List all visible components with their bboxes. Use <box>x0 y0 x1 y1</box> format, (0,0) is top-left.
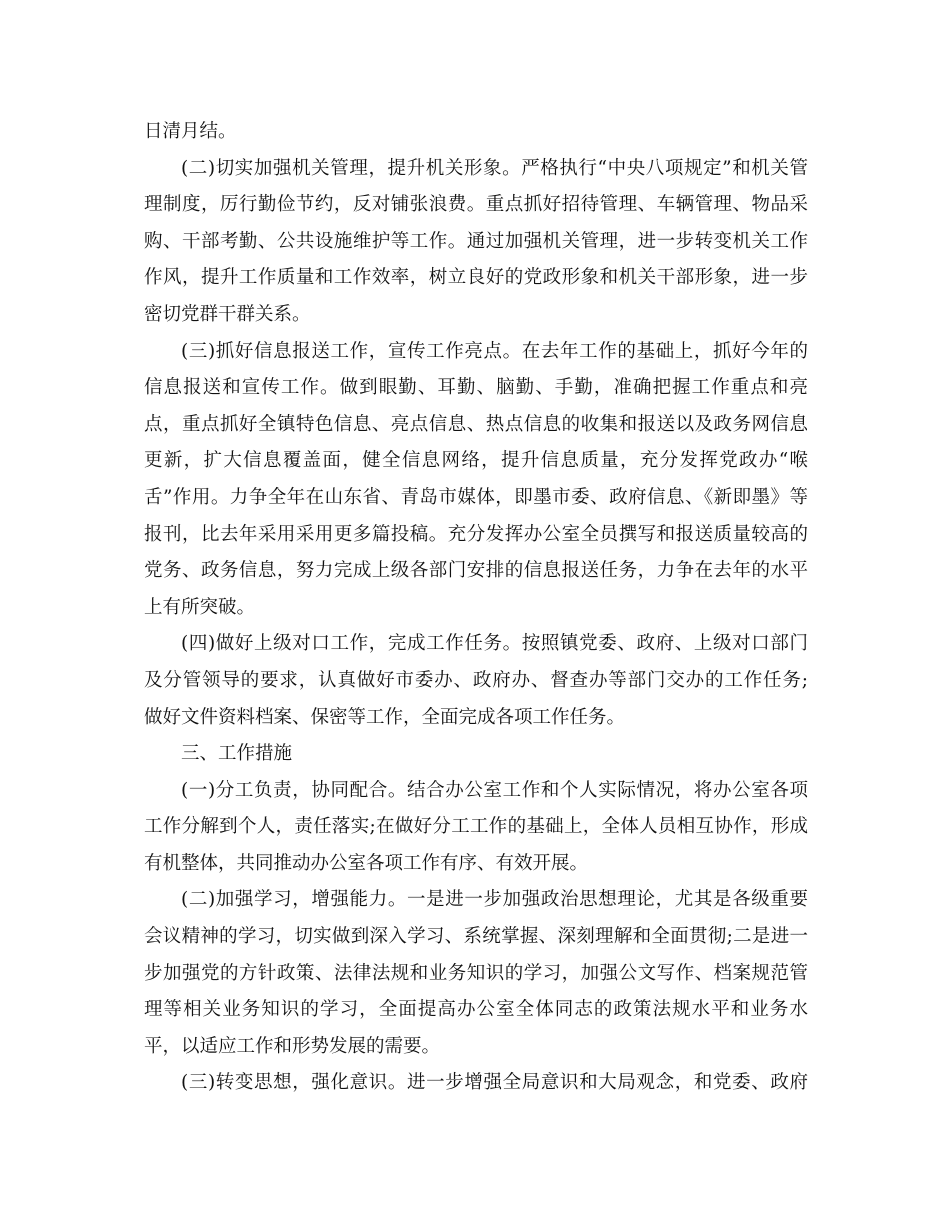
text-line: 点，重点抓好全镇特色信息、亮点信息、热点信息的收集和报送以及政务网信息 <box>144 413 808 435</box>
text-line: 舌”作用。力争全年在山东省、青岛市媒体，即墨市委、政府信息、《新即墨》等 <box>144 486 808 508</box>
text-line: 购、干部考勤、公共设施维护等工作。通过加强机关管理，进一步转变机关工作 <box>144 230 808 252</box>
text-line: 有机整体，共同推动办公室各项工作有序、有效开展。 <box>144 852 589 874</box>
text-line: 步加强党的方针政策、法律法规和业务知识的学习，加强公文写作、档案规范管 <box>144 962 808 984</box>
text-line: (三)转变思想，强化意识。进一步增强全局意识和大局观念，和党委、政府 <box>181 1072 808 1094</box>
text-line: 报刊，比去年采用采用更多篇投稿。充分发挥办公室全员撰写和报送质量较高的 <box>144 523 808 545</box>
text-line: 会议精神的学习，切实做到深入学习、系统掌握、深刻理解和全面贯彻;二是进一 <box>144 926 808 948</box>
text-line: 日清月结。 <box>144 121 237 142</box>
document-body <box>144 114 808 1102</box>
text-line: 平，以适应工作和形势发展的需要。 <box>144 1035 441 1057</box>
text-line: 及分管领导的要求，认真做好市委办、政府办、督查办等部门交办的工作任务; <box>144 669 808 691</box>
text-line: (三)抓好信息报送工作，宣传工作亮点。在去年工作的基础上，抓好今年的 <box>181 340 808 362</box>
text-line: 更新，扩大信息覆盖面，健全信息网络，提升信息质量，充分发挥党政办“喉 <box>144 450 808 472</box>
text-line: (二)加强学习，增强能力。一是进一步加强政治思想理论，尤其是各级重要 <box>181 889 808 911</box>
text-line: 工作分解到个人，责任落实;在做好分工工作的基础上，全体人员相互协作，形成 <box>144 816 808 838</box>
text-line: 理等相关业务知识的学习，全面提高办公室全体同志的政策法规水平和业务水 <box>144 999 808 1021</box>
text-line: (一)分工负责，协同配合。结合办公室工作和个人实际情况，将办公室各项 <box>181 779 808 801</box>
text-line: 作风，提升工作质量和工作效率，树立良好的党政形象和机关干部形象，进一步 <box>144 267 808 289</box>
text-line: 党务、政务信息，努力完成上级各部门安排的信息报送任务，力争在去年的水平 <box>144 560 808 582</box>
text-line: (四)做好上级对口工作，完成工作任务。按照镇党委、政府、上级对口部门 <box>181 633 808 655</box>
text-line: 密切党群干群关系。 <box>144 303 311 325</box>
text-line: 上有所突破。 <box>144 596 256 618</box>
text-line: 信息报送和宣传工作。做到眼勤、耳勤、脑勤、手勤，准确把握工作重点和亮 <box>144 377 808 399</box>
text-line: 做好文件资料档案、保密等工作，全面完成各项工作任务。 <box>144 706 626 728</box>
text-line: 理制度，厉行勤俭节约，反对铺张浪费。重点抓好招待管理、车辆管理、物品采 <box>144 194 808 216</box>
text-line: (二)切实加强机关管理，提升机关形象。严格执行“中央八项规定”和机关管 <box>181 157 808 179</box>
section-heading: 三、工作措施 <box>181 743 293 765</box>
